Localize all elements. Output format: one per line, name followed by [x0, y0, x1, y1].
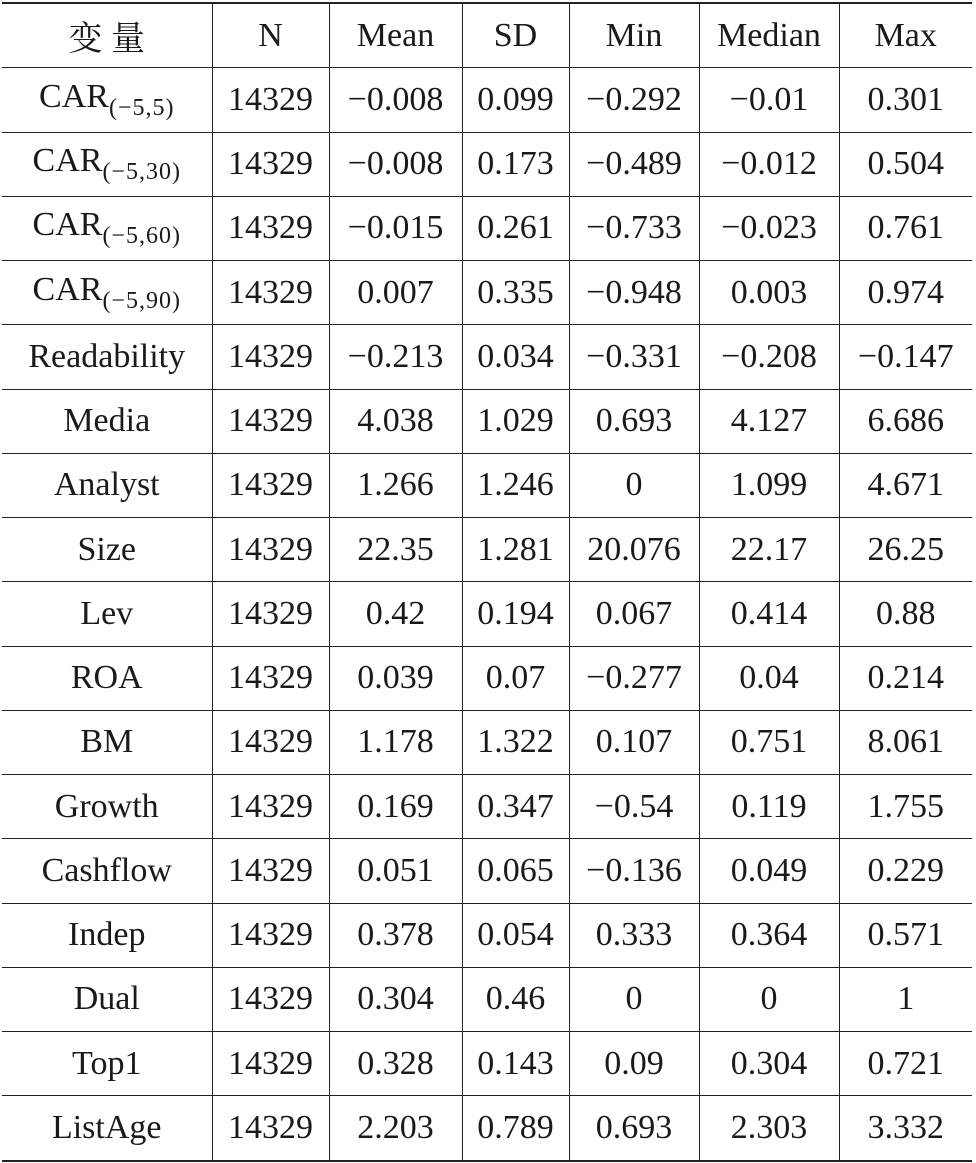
cell-max: 0.214 — [839, 646, 972, 710]
cell-min: −0.292 — [569, 68, 699, 132]
cell-median: 22.17 — [699, 518, 839, 582]
cell-sd: 1.246 — [462, 453, 569, 517]
header-sd: SD — [462, 3, 569, 68]
cell-min: 0.09 — [569, 1032, 699, 1096]
cell-n: 14329 — [212, 839, 329, 903]
header-max: Max — [839, 3, 972, 68]
cell-n: 14329 — [212, 710, 329, 774]
cell-median: 0.414 — [699, 582, 839, 646]
cell-variable — [2, 839, 212, 903]
table-row — [2, 132, 972, 196]
cell-min: −0.733 — [569, 196, 699, 260]
table-row — [2, 710, 972, 774]
cell-max: 0.229 — [839, 839, 972, 903]
variable-window-subscript: (−5,90) — [102, 287, 181, 314]
cell-median: 0.751 — [699, 710, 839, 774]
cell-mean: 0.378 — [329, 903, 462, 967]
variable-name: Dual — [73, 980, 140, 1018]
cell-variable — [2, 325, 212, 389]
cell-max: 1.755 — [839, 775, 972, 839]
variable-name: Readability — [28, 337, 186, 375]
cell-median: −0.208 — [699, 325, 839, 389]
variable-name: Size — [77, 530, 137, 568]
cell-n: 14329 — [212, 1032, 329, 1096]
cell-max: 6.686 — [839, 389, 972, 453]
cell-n: 14329 — [212, 967, 329, 1031]
cell-n: 14329 — [212, 518, 329, 582]
cell-median: −0.012 — [699, 132, 839, 196]
variable-name: BM — [80, 723, 134, 761]
cell-min: −0.489 — [569, 132, 699, 196]
cell-mean: 4.038 — [329, 389, 462, 453]
cell-median: 0.04 — [699, 646, 839, 710]
variable-window-subscript: (−5,30) — [102, 159, 181, 186]
cell-mean: 1.178 — [329, 710, 462, 774]
cell-median: −0.01 — [699, 68, 839, 132]
header-variable: 变 量 — [2, 3, 212, 68]
cell-median: 1.099 — [699, 453, 839, 517]
variable-window-subscript: (−5,5) — [108, 94, 175, 121]
table-row — [2, 1096, 972, 1161]
cell-variable — [2, 132, 212, 196]
cell-mean: −0.008 — [329, 68, 462, 132]
cell-n: 14329 — [212, 775, 329, 839]
table-row — [2, 518, 972, 582]
cell-mean: 0.304 — [329, 967, 462, 1031]
cell-n: 14329 — [212, 903, 329, 967]
cell-sd: 0.054 — [462, 903, 569, 967]
cell-max: 1 — [839, 967, 972, 1031]
cell-min: −0.277 — [569, 646, 699, 710]
cell-median: 0.119 — [699, 775, 839, 839]
header-mean: Mean — [329, 3, 462, 68]
cell-variable — [2, 68, 212, 132]
cell-n: 14329 — [212, 389, 329, 453]
variable-name: Lev — [80, 594, 134, 632]
cell-variable — [2, 775, 212, 839]
variable-name: CAR — [32, 206, 103, 244]
cell-sd: 0.46 — [462, 967, 569, 1031]
cell-max: 0.504 — [839, 132, 972, 196]
cell-sd: 0.173 — [462, 132, 569, 196]
table-row — [2, 261, 972, 325]
cell-variable — [2, 582, 212, 646]
table-row — [2, 325, 972, 389]
cell-max: 0.301 — [839, 68, 972, 132]
cell-variable — [2, 389, 212, 453]
cell-min: 0.693 — [569, 389, 699, 453]
cell-n: 14329 — [212, 582, 329, 646]
cell-sd: 1.281 — [462, 518, 569, 582]
cell-sd: 0.034 — [462, 325, 569, 389]
table-row — [2, 839, 972, 903]
cell-min: −0.136 — [569, 839, 699, 903]
cell-variable — [2, 903, 212, 967]
variable-name: CAR — [39, 77, 109, 115]
cell-max: 4.671 — [839, 453, 972, 517]
cell-n: 14329 — [212, 646, 329, 710]
cell-median: 4.127 — [699, 389, 839, 453]
header-median: Median — [699, 3, 839, 68]
cell-median: 0 — [699, 967, 839, 1031]
cell-n: 14329 — [212, 261, 329, 325]
table-row — [2, 967, 972, 1031]
variable-window-subscript: (−5,60) — [102, 223, 181, 250]
table-row — [2, 582, 972, 646]
cell-max: 0.571 — [839, 903, 972, 967]
cell-variable — [2, 518, 212, 582]
cell-variable — [2, 967, 212, 1031]
cell-n: 14329 — [212, 1096, 329, 1161]
cell-min: 0.067 — [569, 582, 699, 646]
cell-median: 0.003 — [699, 261, 839, 325]
header-n: N — [212, 3, 329, 68]
cell-sd: 0.789 — [462, 1096, 569, 1161]
cell-mean: 2.203 — [329, 1096, 462, 1161]
cell-sd: 0.07 — [462, 646, 569, 710]
cell-min: 20.076 — [569, 518, 699, 582]
descriptive-statistics-table — [2, 2, 972, 1162]
cell-max: 0.88 — [839, 582, 972, 646]
variable-name: CAR — [32, 270, 103, 308]
table-body — [2, 68, 972, 1161]
cell-variable — [2, 261, 212, 325]
table-row — [2, 1032, 972, 1096]
cell-mean: 0.039 — [329, 646, 462, 710]
cell-mean: −0.015 — [329, 196, 462, 260]
cell-sd: 1.322 — [462, 710, 569, 774]
cell-mean: 0.42 — [329, 582, 462, 646]
cell-sd: 0.261 — [462, 196, 569, 260]
cell-median: −0.023 — [699, 196, 839, 260]
variable-name: Cashflow — [41, 851, 172, 889]
table-header-row — [2, 3, 972, 68]
cell-sd: 0.099 — [462, 68, 569, 132]
cell-variable — [2, 1032, 212, 1096]
cell-n: 14329 — [212, 196, 329, 260]
cell-max: 0.974 — [839, 261, 972, 325]
cell-min: −0.331 — [569, 325, 699, 389]
cell-max: 0.761 — [839, 196, 972, 260]
cell-n: 14329 — [212, 68, 329, 132]
cell-min: 0.107 — [569, 710, 699, 774]
cell-median: 0.049 — [699, 839, 839, 903]
cell-mean: 0.051 — [329, 839, 462, 903]
cell-sd: 0.335 — [462, 261, 569, 325]
variable-name: Analyst — [53, 466, 160, 504]
cell-mean: 0.007 — [329, 261, 462, 325]
table-row — [2, 453, 972, 517]
table-row — [2, 196, 972, 260]
cell-max: 0.721 — [839, 1032, 972, 1096]
cell-median: 2.303 — [699, 1096, 839, 1161]
cell-mean: 22.35 — [329, 518, 462, 582]
cell-sd: 0.143 — [462, 1032, 569, 1096]
table-row — [2, 389, 972, 453]
header-min: Min — [569, 3, 699, 68]
cell-min: −0.948 — [569, 261, 699, 325]
cell-max: 3.332 — [839, 1096, 972, 1161]
cell-variable — [2, 196, 212, 260]
cell-variable — [2, 1096, 212, 1161]
cell-sd: 0.065 — [462, 839, 569, 903]
cell-mean: −0.213 — [329, 325, 462, 389]
table-row — [2, 68, 972, 132]
cell-sd: 0.194 — [462, 582, 569, 646]
table-row — [2, 903, 972, 967]
cell-mean: 0.169 — [329, 775, 462, 839]
cell-variable — [2, 710, 212, 774]
variable-name: Indep — [68, 916, 146, 954]
cell-max: 26.25 — [839, 518, 972, 582]
cell-variable — [2, 453, 212, 517]
cell-min: −0.54 — [569, 775, 699, 839]
variable-name: ListAge — [51, 1108, 162, 1146]
cell-n: 14329 — [212, 325, 329, 389]
cell-min: 0 — [569, 967, 699, 1031]
cell-min: 0.693 — [569, 1096, 699, 1161]
cell-max: −0.147 — [839, 325, 972, 389]
table-row — [2, 646, 972, 710]
cell-max: 8.061 — [839, 710, 972, 774]
cell-min: 0 — [569, 453, 699, 517]
cell-median: 0.304 — [699, 1032, 839, 1096]
cell-mean: 0.328 — [329, 1032, 462, 1096]
cell-min: 0.333 — [569, 903, 699, 967]
table-row — [2, 775, 972, 839]
cell-n: 14329 — [212, 453, 329, 517]
cell-median: 0.364 — [699, 903, 839, 967]
variable-name: CAR — [32, 142, 103, 180]
cell-sd: 0.347 — [462, 775, 569, 839]
cell-mean: 1.266 — [329, 453, 462, 517]
variable-name: Growth — [54, 787, 159, 825]
variable-name: Top1 — [72, 1044, 142, 1082]
cell-sd: 1.029 — [462, 389, 569, 453]
variable-name: Media — [63, 402, 151, 440]
cell-n: 14329 — [212, 132, 329, 196]
cell-variable — [2, 646, 212, 710]
cell-mean: −0.008 — [329, 132, 462, 196]
variable-name: ROA — [70, 659, 143, 697]
